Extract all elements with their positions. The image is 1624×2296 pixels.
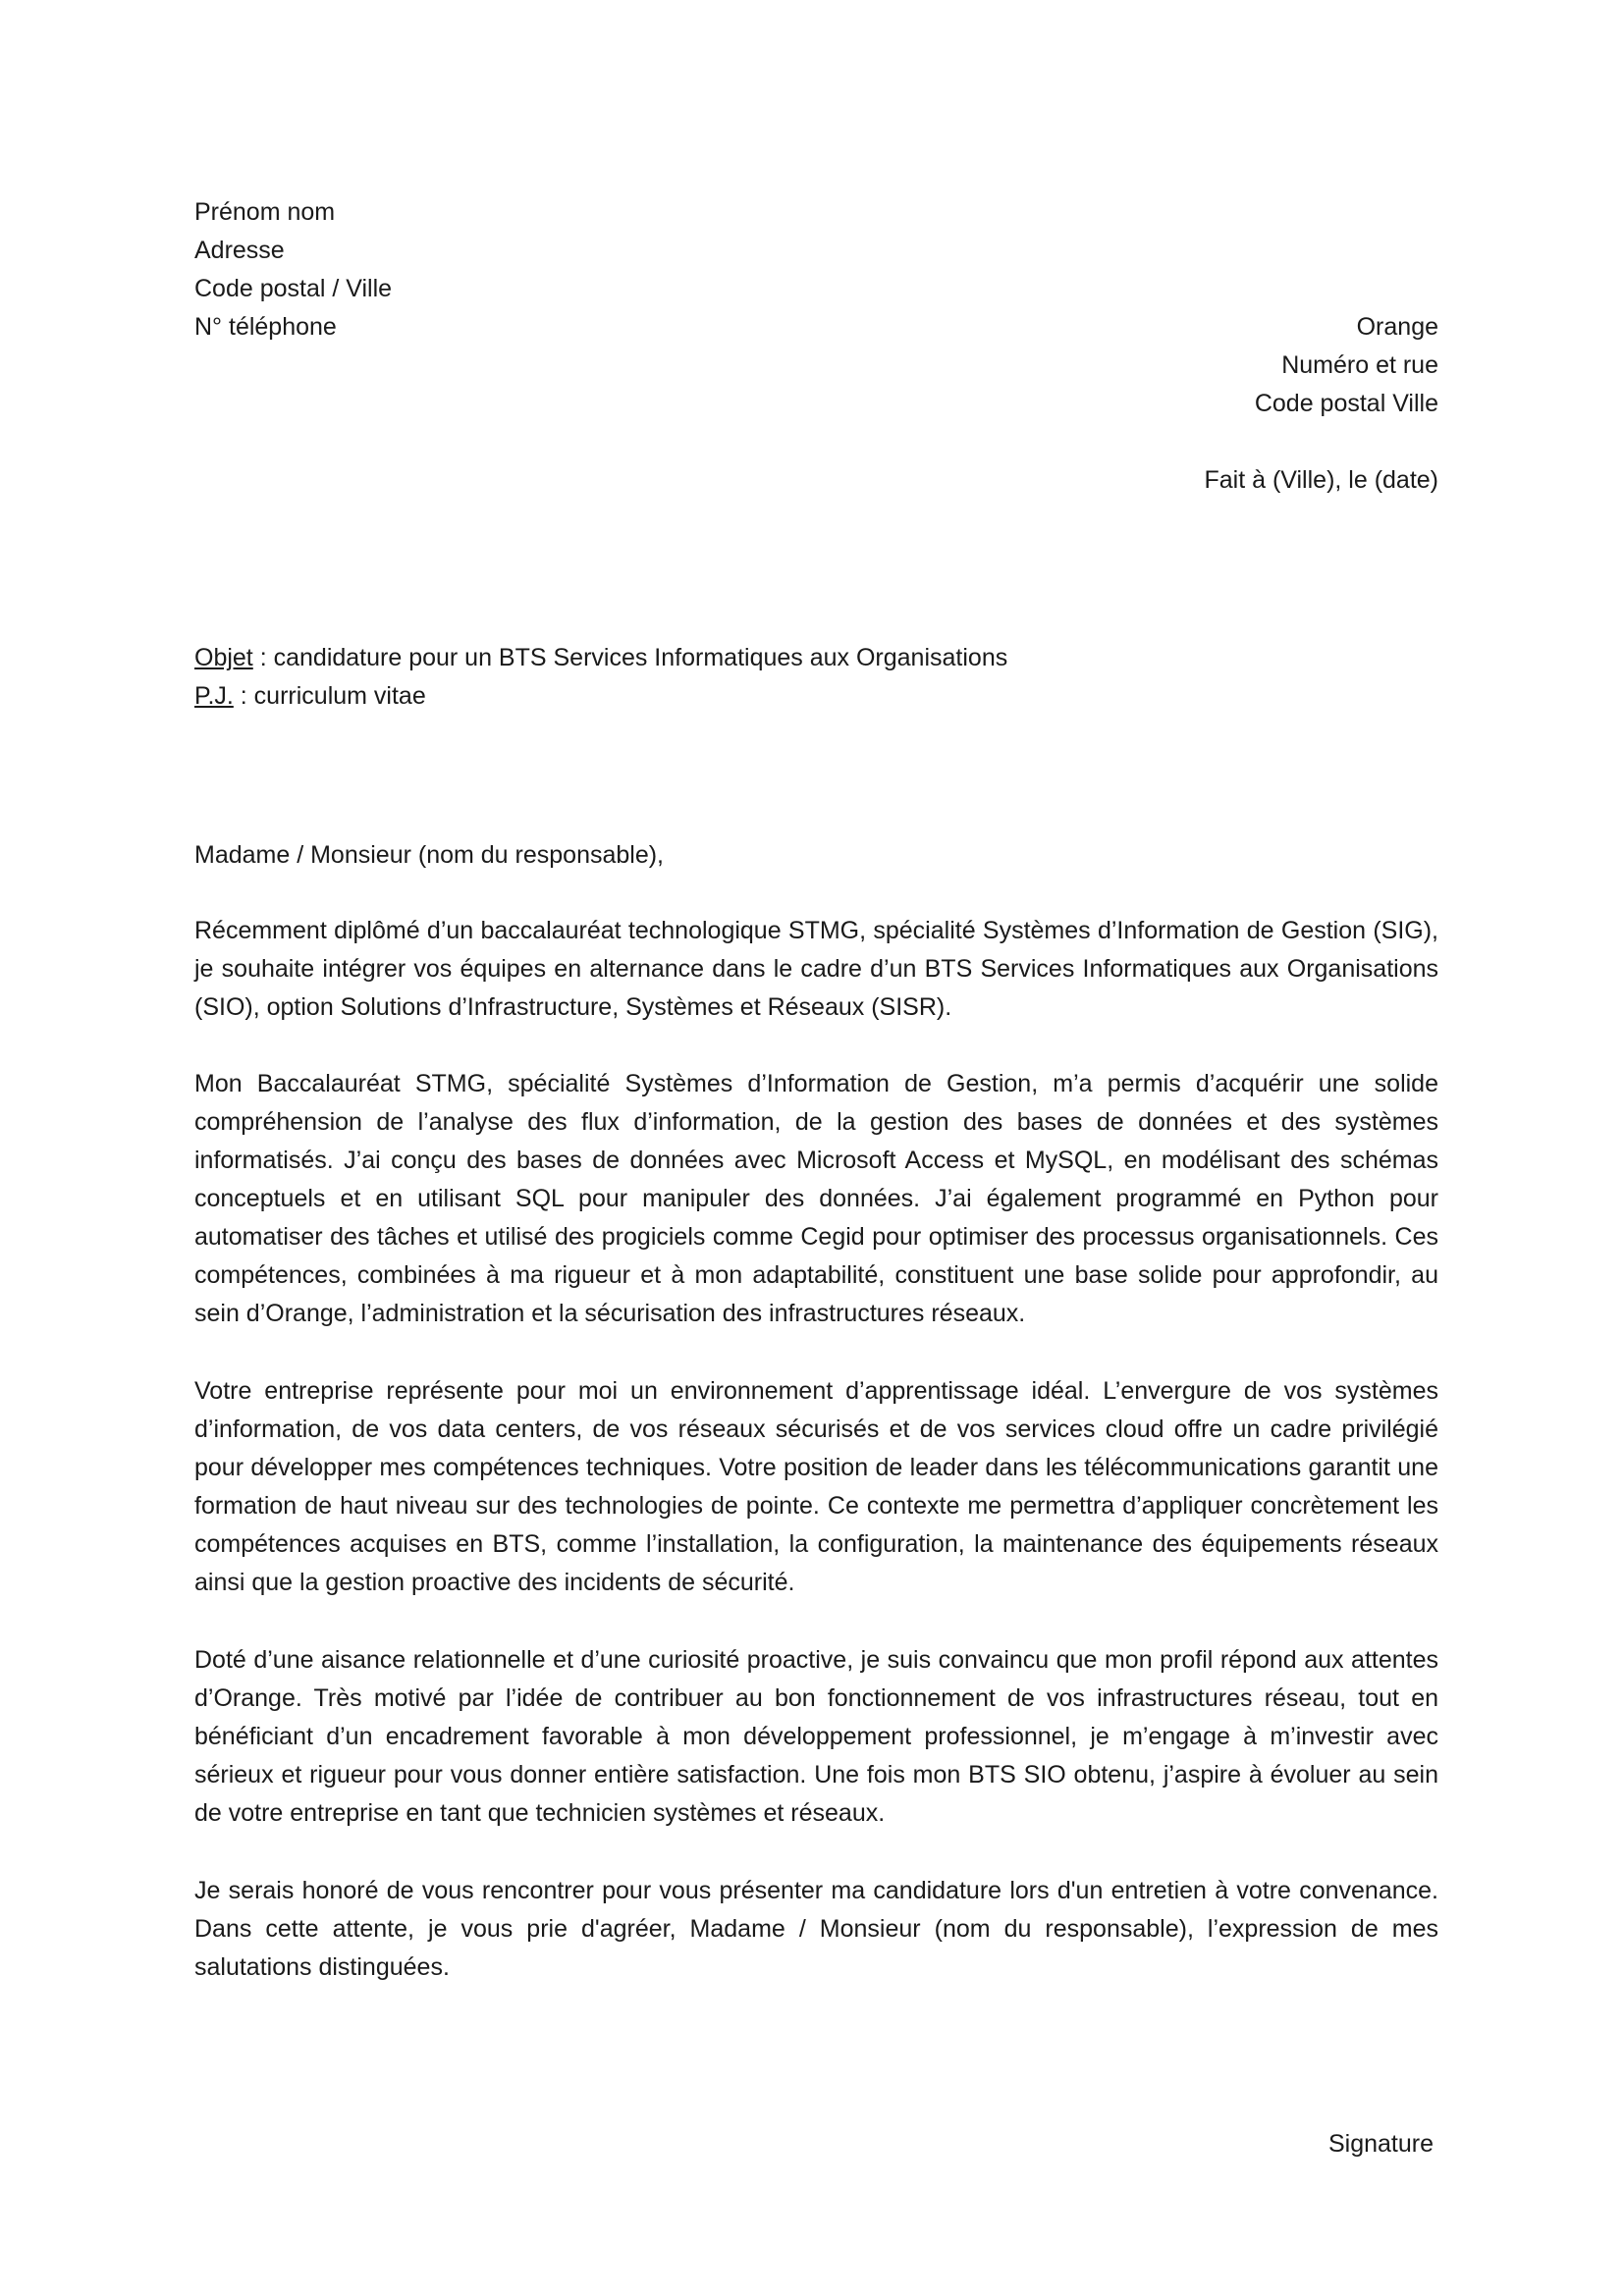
attachment-label: P.J. xyxy=(194,682,234,710)
body-paragraph-2: Mon Baccalauréat STMG, spécialité Systèmes d’Information de Gestion, m’a permis d’acquérir une solide compréhension de l’analyse des flux d’information, de la gestion des bases de données et des systèmes informatisés. J’ai conçu des bases de données avec Microsoft Access et MySQL, en modélisant des schémas conceptuels et en utilisant SQL pour manipuler des données. J’ai également programmé en Python pour automatiser des tâches et utilisé des progiciels comme Cegid pour optimiser des processus organisationnels. Ces compétences, combinées à ma rigueur et à mon adaptabilité, constituent une base solide pour approfondir, au sein d’Orange, l’administration et la sécurisation des infrastructures réseaux. xyxy=(194,1070,1438,1327)
date-line: Fait à (Ville), le (date) xyxy=(1204,466,1438,494)
subject-text: : candidature pour un BTS Services Informatiques aux Organisations xyxy=(252,644,1008,671)
body-paragraph-5: Je serais honoré de vous rencontrer pour vous présenter ma candidature lors d'un entretien à votre convenance. Dans cette attente, je vous prie d'agréer, Madame / Monsieur (nom du responsable), l’expression de mes salutations distinguées. xyxy=(194,1877,1438,1981)
sender-address: Adresse xyxy=(194,237,285,264)
recipient-company: Orange xyxy=(1356,313,1438,341)
sender-city: Code postal / Ville xyxy=(194,275,393,302)
sender-name: Prénom nom xyxy=(194,198,336,226)
attachment-line xyxy=(194,677,426,716)
subject-label: Objet xyxy=(194,644,253,671)
body-paragraph-3: Votre entreprise représente pour moi un environnement d’apprentissage idéal. L’envergure de vos systèmes d’information, de vos data centers, de vos réseaux sécurisés et de vos services cloud offre un cadre privilégié pour développer mes compétences techniques. Votre position de leader dans les télécommunications garantit une formation de haut niveau sur des technologies de pointe. Ce contexte me permettra d’appliquer concrètement les compétences acquises en BTS, comme l’installation, la configuration, la maintenance des équipements réseaux ainsi que la gestion proactive des incidents de sécurité. xyxy=(194,1377,1438,1596)
subject-line xyxy=(194,639,1007,677)
signature: Signature xyxy=(1327,2130,1434,2158)
body-paragraph-1: Récemment diplômé d’un baccalauréat technologique STMG, spécialité Systèmes d’Information de Gestion (SIG), je souhaite intégrer vos équipes en alternance dans le cadre d’un BTS Services Informatiques aux Organisations (SIO), option Solutions d’Infrastructure, Systèmes et Réseaux (SISR). xyxy=(194,917,1438,1021)
body-paragraph-4: Doté d’une aisance relationnelle et d’une curiosité proactive, je suis convaincu que mon profil répond aux attentes d’Orange. Très motivé par l’idée de contribuer au bon fonctionnement de vos infrastructures réseau, tout en bénéficiant d’un encadrement favorable à mon développement professionnel, je m’engage à m’investir avec sérieux et rigueur pour vous donner entière satisfaction. Une fois mon BTS SIO obtenu, j’aspire à évoluer au sein de votre entreprise en tant que technicien systèmes et réseaux. xyxy=(194,1646,1438,1827)
recipient-city: Code postal Ville xyxy=(1254,390,1438,417)
salutation: Madame / Monsieur (nom du responsable), xyxy=(194,841,665,869)
recipient-street: Numéro et rue xyxy=(1281,351,1438,379)
sender-phone: N° téléphone xyxy=(194,313,337,341)
attachment-text: : curriculum vitae xyxy=(233,682,426,710)
